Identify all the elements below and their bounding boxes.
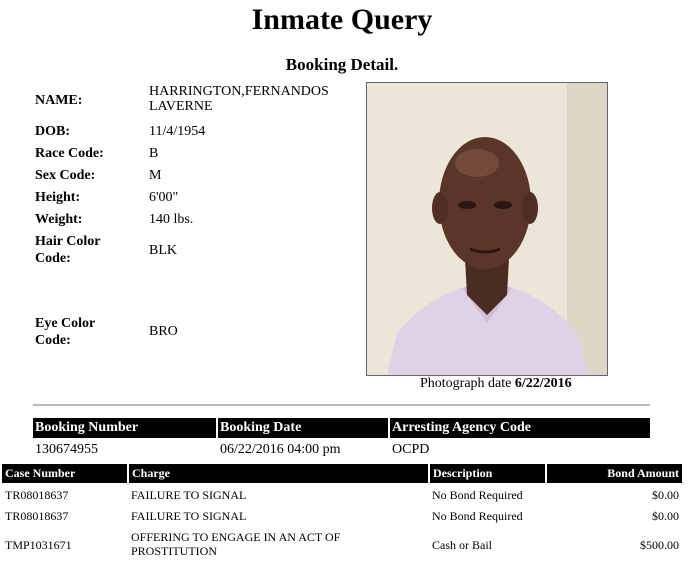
- charge-header: Charge: [129, 464, 428, 483]
- bond-amount-header: Bond Amount: [547, 464, 682, 483]
- charge-cell: [131, 509, 421, 523]
- weight-value: 140 lbs.: [149, 212, 194, 227]
- description-cell: No Bond Required: [432, 488, 523, 502]
- hair-color-value: BLK: [149, 243, 177, 258]
- photograph-date-value: 6/22/2016: [514, 376, 572, 391]
- eye-color-value: BRO: [149, 324, 178, 339]
- description-cell: Cash or Bail: [432, 538, 492, 552]
- name-line-2: LAVERNE: [149, 99, 213, 114]
- eye-color-label-line-1: Eye Color: [35, 316, 96, 331]
- case-number-cell: TMP1031671: [5, 538, 72, 552]
- description-header: Description: [430, 464, 545, 483]
- booking-date-value: 06/22/2016 04:00 pm: [220, 442, 341, 457]
- description-cell: No Bond Required: [432, 509, 523, 523]
- bond-amount-cell: $0.00: [652, 509, 679, 523]
- person-portrait-image: [367, 83, 607, 375]
- sex-code-value: M: [149, 168, 162, 183]
- race-code-value: B: [149, 146, 159, 161]
- case-number-cell: TR08018637: [5, 488, 69, 502]
- charge-cell: [131, 530, 421, 558]
- arresting-agency-header: Arresting Agency Code: [390, 418, 650, 438]
- weight-label: Weight:: [35, 212, 83, 227]
- photograph-date-label: Photograph date: [420, 376, 512, 391]
- booking-photo: [366, 82, 608, 376]
- dob-value: 11/4/1954: [149, 124, 206, 139]
- race-code-label: Race Code:: [35, 146, 104, 161]
- name-line-1: HARRINGTON,FERNANDOS: [149, 84, 329, 99]
- booking-number-value: 130674955: [35, 442, 98, 457]
- charge-line-1: FAILURE TO SIGNAL: [131, 488, 247, 502]
- charge-line-2: PROSTITUTION: [131, 544, 217, 558]
- sex-code-label: Sex Code:: [35, 168, 96, 183]
- photograph-date: [420, 375, 572, 392]
- hair-color-label-line-2: Code:: [35, 251, 71, 266]
- height-label: Height:: [35, 190, 81, 205]
- name-label: NAME:: [35, 93, 83, 108]
- hair-color-label: [35, 233, 100, 267]
- case-number-cell: TR08018637: [5, 509, 69, 523]
- booking-detail-heading: Booking Detail.: [285, 55, 399, 74]
- arresting-agency-value: OCPD: [392, 442, 430, 457]
- hair-color-label-line-1: Hair Color: [35, 234, 101, 249]
- booking-number-header: Booking Number: [33, 418, 216, 438]
- charge-cell: [131, 488, 421, 502]
- booking-date-header: Booking Date: [218, 418, 388, 438]
- page-title: Inmate Query: [251, 3, 433, 36]
- divider: [33, 404, 650, 406]
- dob-label: DOB:: [35, 124, 70, 139]
- case-number-header: Case Number: [2, 464, 127, 483]
- eye-color-label-line-2: Code:: [35, 333, 71, 348]
- bond-amount-cell: $0.00: [652, 488, 679, 502]
- charge-line-1: OFFERING TO ENGAGE IN AN ACT OF: [131, 530, 341, 544]
- height-value: 6'00": [149, 190, 179, 205]
- eye-color-label: [35, 315, 95, 349]
- charge-line-1: FAILURE TO SIGNAL: [131, 509, 247, 523]
- bond-amount-cell: $500.00: [640, 538, 679, 552]
- name-value: [149, 84, 364, 114]
